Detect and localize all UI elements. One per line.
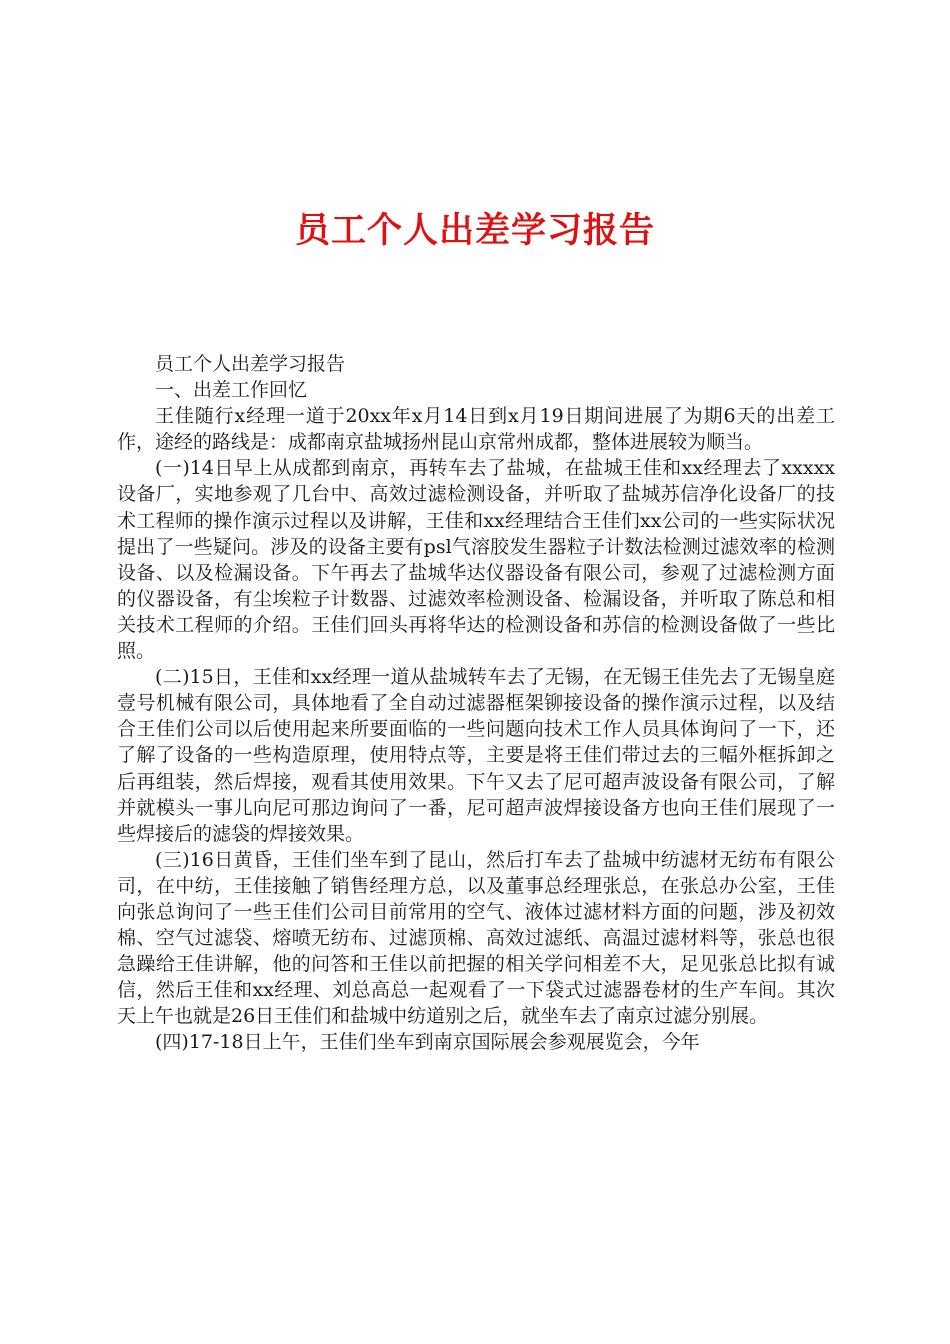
paragraph-section-heading: 一、出差工作回忆: [155, 379, 308, 402]
paragraph-day-14: (一)14日早上从成都到南京，再转车去了盐城，在盐城王佳和xx经理去了xxxxx设备厂，实地参观了几台中、高效过滤检测设备，并听取了盐城苏信净化设备厂的技术工程师的操作演示过程以及讲解，王佳和xx经理结合王佳们xx公司的一些实际状况提出了一些疑问。涉及的设备主要有psl气溶胶发生器粒子计数法检测过滤效率的检测设备、以及检漏设备。下午再去了盐城华达仪器设备有限公司，参观了过滤检测方面的仪器设备，有尘埃粒子计数器、过滤效率检测设备、检漏设备，并听取了陈总和相关技术工程师的介绍。王佳们回头再将华达的检测设备和苏信的检测设备做了一些比照。: [117, 457, 835, 663]
paragraph-day-16: (三)16日黄昏，王佳们坐车到了昆山，然后打车去了盐城中纺滤材无纺布有限公司，在中纺，王佳接触了销售经理方总，以及董事总经理张总，在张总办公室，王佳向张总询问了一些王佳们公司目前常用的空气、液体过滤材料方面的问题，涉及初效棉、空气过滤袋、熔喷无纺布、过滤顶棉、高效过滤纸、高温过滤材料等，张总也很急躁给王佳讲解，他的问答和王佳以前把握的相关学问相差不大，足见张总比拟有诚信，然后王佳和xx经理、刘总高总一起观看了一下袋式过滤器卷材的生产车间。其次天上午也就是26日王佳们和盐城中纺道别之后，就坐车去了南京过滤分别展。: [117, 848, 835, 1028]
paragraph-day-15: (二)15日，王佳和xx经理一道从盐城转车去了无锡，在无锡王佳先去了无锡皇庭壹号机械有限公司，具体地看了全自动过滤器框架铆接设备的操作演示过程，以及结合王佳们公司以后使用起来所要面临的一些问题向技术工作人员具体询问了一下，还了解了设备的一些构造原理，使用特点等，主要是将王佳们带过去的三幅外框拆卸之后再组装，然后焊接，观看其使用效果。下午又去了尼可超声波设备有限公司，了解并就模头一事儿向尼可那边询问了一番，尼可超声波焊接设备方也向王佳们展现了一些焊接后的滤袋的焊接效果。: [117, 666, 835, 845]
paragraph-intro: 王佳随行x经理一道于20xx年x月14日到x月19日期间进展了为期6天的出差工作，途经的路线是：成都南京盐城扬州昆山京常州成都，整体进展较为顺当。: [117, 405, 835, 454]
paragraph-day-17-18: (四)17-18日上午，王佳们坐车到南京国际展会参观展览会，今年: [155, 1031, 700, 1054]
document-body: [117, 351, 835, 1056]
document-title: 员工个人出差学习报告: [294, 210, 655, 251]
paragraph-report-heading: 员工个人出差学习报告: [155, 353, 346, 375]
